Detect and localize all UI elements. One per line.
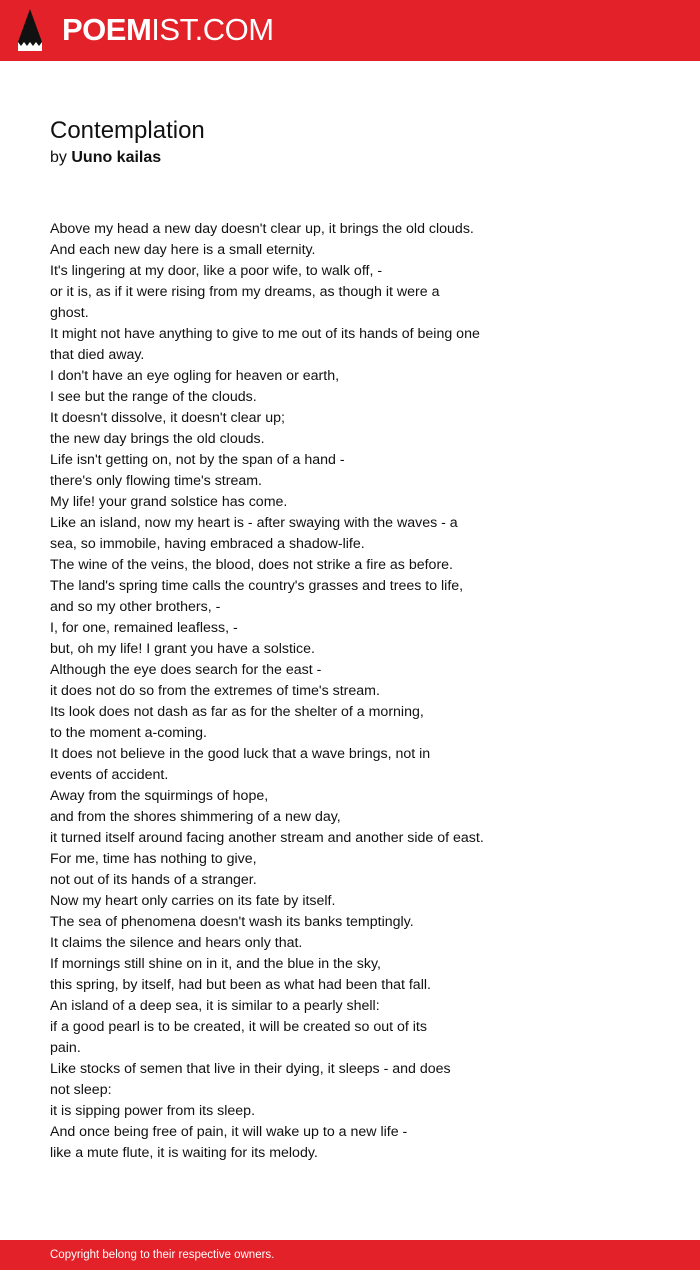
poem-line: pain. <box>50 1040 81 1056</box>
byline <box>50 148 161 168</box>
poem-line: it does not do so from the extremes of time's stream. <box>50 683 380 699</box>
poem-line: It does not believe in the good luck that a wave brings, not in <box>50 746 431 762</box>
poem-line: The sea of phenomena doesn't wash its banks temptingly. <box>50 914 414 930</box>
poem-line: not sleep: <box>50 1082 112 1098</box>
poem-line: And once being free of pain, it will wake up to a new life - <box>50 1124 408 1140</box>
poem-line: ghost. <box>50 305 89 321</box>
poem-line: The land's spring time calls the country's grasses and trees to life, <box>50 578 464 594</box>
poem-line: the new day brings the old clouds. <box>50 431 265 447</box>
poem-body <box>50 219 650 1164</box>
site-footer <box>0 1240 700 1270</box>
poem-line: this spring, by itself, had but been as what had been that fall. <box>50 977 431 993</box>
poem-line: The wine of the veins, the blood, does not strike a fire as before. <box>50 557 453 573</box>
poem-line: events of accident. <box>50 767 169 783</box>
poem-line: to the moment a-coming. <box>50 725 207 741</box>
site-logo[interactable] <box>62 11 274 49</box>
poem-line: Like an island, now my heart is - after swaying with the waves - a <box>50 515 458 531</box>
poem-line: and from the shores shimmering of a new day, <box>50 809 341 825</box>
poem-line: it is sipping power from its sleep. <box>50 1103 256 1119</box>
poem-line: it turned itself around facing another stream and another side of east. <box>50 830 484 846</box>
poem-line: not out of its hands of a stranger. <box>50 872 257 888</box>
poem-line: Like stocks of semen that live in their dying, it sleeps - and does <box>50 1061 451 1077</box>
poem-line: Life isn't getting on, not by the span of a hand - <box>50 452 345 468</box>
poem-line: but, oh my life! I grant you have a solstice. <box>50 641 315 657</box>
author-name: Uuno kailas <box>71 149 162 166</box>
copyright-text: Copyright belong to their respective owners. <box>50 1249 275 1261</box>
poem-line: It doesn't dissolve, it doesn't clear up; <box>50 410 285 426</box>
poem-line: My life! your grand solstice has come. <box>50 494 288 510</box>
logo-light-text: IST.COM <box>151 12 274 47</box>
poem-line: if a good pearl is to be created, it will be created so out of its <box>50 1019 427 1035</box>
poem-line: Now my heart only carries on its fate by itself. <box>50 893 336 909</box>
poem-line: sea, so immobile, having embraced a shadow-life. <box>50 536 365 552</box>
site-header <box>0 0 700 61</box>
poem-line: and so my other brothers, - <box>50 599 221 615</box>
poem-line: Although the eye does search for the east - <box>50 662 322 678</box>
poem-title: Contemplation <box>50 117 205 144</box>
poem-line: And each new day here is a small eternity. <box>50 242 316 258</box>
poem-line: Its look does not dash as far as for the shelter of a morning, <box>50 704 424 720</box>
logo-bold-text: POEM <box>62 12 152 47</box>
poem-line: there's only flowing time's stream. <box>50 473 263 489</box>
poem-line: Above my head a new day doesn't clear up, it brings the old clouds. <box>50 221 474 237</box>
by-label: by <box>50 149 67 166</box>
poem-line: like a mute flute, it is waiting for its melody. <box>50 1145 318 1161</box>
poem-line: It's lingering at my door, like a poor wife, to walk off, - <box>50 263 383 279</box>
poem-line: I don't have an eye ogling for heaven or earth, <box>50 368 340 384</box>
poem-line: that died away. <box>50 347 145 363</box>
poem-line: It claims the silence and hears only that. <box>50 935 303 951</box>
poem-line: For me, time has nothing to give, <box>50 851 257 867</box>
poem-line: or it is, as if it were rising from my dreams, as though it were a <box>50 284 440 300</box>
poem-line: An island of a deep sea, it is similar to a pearly shell: <box>50 998 380 1014</box>
poem-line: I, for one, remained leafless, - <box>50 620 238 636</box>
poem-line: I see but the range of the clouds. <box>50 389 257 405</box>
poem-line: It might not have anything to give to me out of its hands of being one <box>50 326 480 342</box>
pencil-logo-icon[interactable] <box>18 9 42 51</box>
poem-line: Away from the squirmings of hope, <box>50 788 269 804</box>
poem-line: If mornings still shine on in it, and the blue in the sky, <box>50 956 381 972</box>
